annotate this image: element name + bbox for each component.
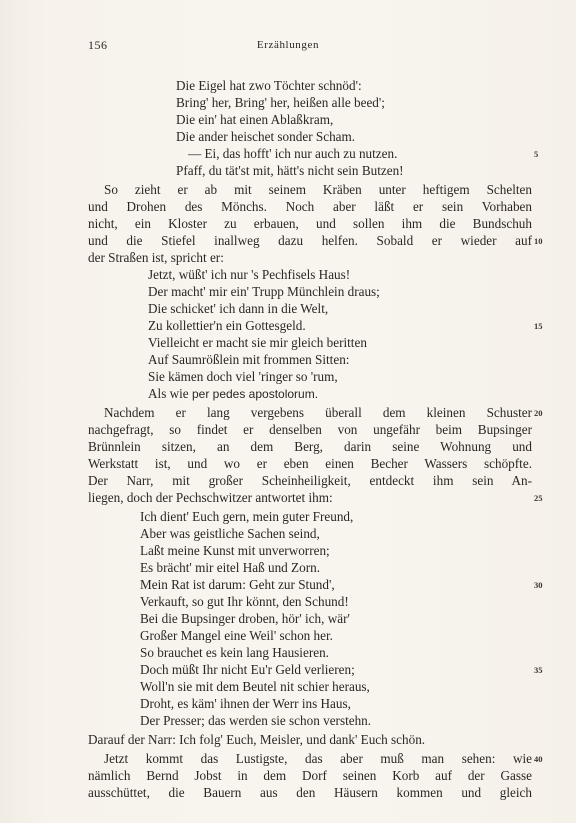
line-text: So brauchet es kein lang Hausieren. <box>140 645 329 660</box>
line-text: und die Stiefel inallweg dazu helfen. Sobald er wieder auf <box>88 233 532 248</box>
text-line <box>0 750 576 767</box>
text-line <box>0 472 576 489</box>
text-line <box>0 198 576 215</box>
text-line <box>0 128 576 145</box>
page-header <box>0 38 576 58</box>
line-text: Auf Saumrößlein mit frommen Sitten: <box>148 352 350 367</box>
text-line <box>0 695 576 712</box>
line-text: Brünnlein sitzen, an dem Berg, darin seine Wohnung und <box>88 439 532 454</box>
line-text: Der Presser; das werden sie schon verstehn. <box>140 713 372 728</box>
line-text: Der Narr, mit großer Scheinheiligkeit, entdeckt ihm sein An- <box>88 473 532 488</box>
text-line <box>0 232 576 249</box>
text-line <box>0 181 576 198</box>
line-text: Vielleicht er macht sie mir gleich beritten <box>148 335 367 350</box>
line-text: Laßt meine Kunst mit unverworren; <box>140 543 330 558</box>
line-text: Verkauft, so gut Ihr könnt, den Schund! <box>140 594 349 609</box>
line-text: Bring' her, Bring' her, heißen alle beed'; <box>176 95 385 110</box>
text-line <box>0 94 576 111</box>
text-line <box>0 525 576 542</box>
text-line <box>0 767 576 784</box>
line-text: Die ein' hat einen Ablaßkram, <box>176 112 334 127</box>
line-text: nachgefragt, so findet er denselben von ungefähr beim Bupsinger <box>88 422 532 437</box>
text-line <box>0 627 576 644</box>
text-line <box>0 249 576 266</box>
text-line <box>0 404 576 421</box>
text-line <box>0 610 576 627</box>
line-number: 20 <box>534 408 543 418</box>
text-line <box>0 368 576 385</box>
text-line <box>0 162 576 179</box>
running-title: Erzählungen <box>256 39 320 51</box>
text-line <box>0 300 576 317</box>
line-text: liegen, doch der Pechschwitzer antwortet ihm: <box>88 490 333 505</box>
line-number: 35 <box>534 665 543 675</box>
line-text: ausschüttet, die Bauern aus den Häusern kommen und gleich <box>88 785 532 800</box>
text-line <box>0 489 576 506</box>
text-line <box>0 266 576 283</box>
text-line <box>0 644 576 661</box>
line-text: Die schicket' ich dann in die Welt, <box>148 301 329 316</box>
line-text: Ich dient' Euch gern, mein guter Freund, <box>140 509 354 524</box>
line-text: Bei die Bupsinger droben, hör' ich, wär' <box>140 611 350 626</box>
line-text: — Ei, das hofft' ich nur auch zu nutzen. <box>188 146 398 161</box>
line-text: Die Eigel hat zwo Töchter schnöd': <box>176 78 362 93</box>
line-text: Zu kollettier'n ein Gottesgeld. <box>148 318 306 333</box>
text-line <box>0 283 576 300</box>
line-text: nicht, ein Kloster zu erbauen, und sollen ihm die Bundschuh <box>88 216 532 231</box>
text-line <box>0 334 576 351</box>
line-text: Woll'n sie mit dem Beutel nit schier heraus, <box>140 679 370 694</box>
text-line <box>0 678 576 695</box>
line-text: nämlich Bernd Jobst in dem Dorf seinen Korb auf der Gasse <box>88 768 532 783</box>
text-line <box>0 317 576 334</box>
line-text: Werkstatt ist, und wo er eben einen Becher Wassers schöpfte. <box>88 456 532 471</box>
page-number: 156 <box>88 38 108 52</box>
line-text: Es brächt' mir eitel Haß und Zorn. <box>140 560 320 575</box>
line-number: 30 <box>534 580 543 590</box>
line-text: Jetzt, wüßt' ich nur 's Pechfisels Haus! <box>148 267 351 282</box>
text-line <box>0 77 576 94</box>
line-text: Der macht' mir ein' Trupp Münchlein draus; <box>148 284 380 299</box>
text-line <box>0 784 576 801</box>
text-line <box>0 421 576 438</box>
text-line <box>0 385 576 402</box>
line-text: und Drohen des Mönchs. Noch aber läßt er sein Vorhaben <box>88 199 532 214</box>
line-text: Als wie per pedes apostolorum. <box>148 386 319 401</box>
text-line <box>0 731 576 748</box>
line-text: der Straßen ist, spricht er: <box>88 250 224 265</box>
line-text: So zieht er ab mit seinem Kräben unter heftigem Schelten <box>104 182 532 197</box>
text-line <box>0 508 576 525</box>
line-text: Die ander heischet sonder Scham. <box>176 129 356 144</box>
line-text: Jetzt kommt das Lustigste, das aber muß man sehen: wie <box>104 751 532 766</box>
text-line <box>0 455 576 472</box>
line-number: 40 <box>534 754 543 764</box>
text-line <box>0 438 576 455</box>
line-text: Darauf der Narr: Ich folg' Euch, Meisler, und dank' Euch schön. <box>88 732 426 747</box>
line-text: Nachdem er lang vergebens überall dem kleinen Schuster <box>104 405 532 420</box>
line-text: Pfaff, du tät'st mit, hätt's nicht sein Butzen! <box>176 163 404 178</box>
text-line <box>0 215 576 232</box>
line-text: Droht, es käm' ihnen der Werr ins Haus, <box>140 696 351 711</box>
text-line <box>0 576 576 593</box>
line-text: Aber was geistliche Sachen seind, <box>140 526 320 541</box>
line-text: Mein Rat ist darum: Geht zur Stund', <box>140 577 335 592</box>
line-text: Doch müßt Ihr nicht Eu'r Geld verlieren; <box>140 662 355 677</box>
line-text: Sie kämen doch viel 'ringer so 'rum, <box>148 369 338 384</box>
text-line <box>0 542 576 559</box>
text-line <box>0 351 576 368</box>
text-line <box>0 559 576 576</box>
line-number: 25 <box>534 493 543 503</box>
text-line <box>0 111 576 128</box>
line-number: 15 <box>534 321 543 331</box>
text-line <box>0 145 576 162</box>
text-line <box>0 712 576 729</box>
text-line <box>0 593 576 610</box>
line-number: 10 <box>534 236 543 246</box>
line-number: 5 <box>534 149 539 159</box>
text-line <box>0 661 576 678</box>
line-text: Großer Mangel eine Weil' schon her. <box>140 628 333 643</box>
